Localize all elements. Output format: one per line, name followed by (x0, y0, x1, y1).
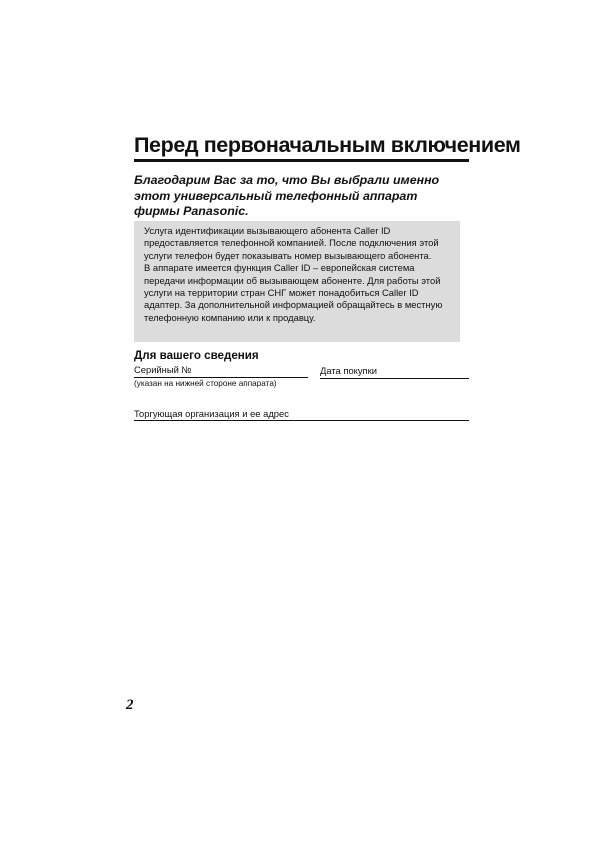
title-underline (134, 159, 469, 162)
serial-number-label: Серийный № (134, 364, 192, 375)
serial-number-line (134, 377, 308, 378)
info-paragraph-adapter: В аппарате имеется функция Caller ID – европейская система передачи информации об вызывающем абоненте. Для работы этой услуги на территории стран СНГ может понадобиться Caller ID адаптер. За дополнительной информацией обращайтесь в местную телефонную компанию или к продавцу. (144, 262, 443, 323)
serial-number-note: (указан на нижней стороне аппарата) (134, 379, 277, 388)
purchase-date-label: Дата покупки (320, 365, 377, 376)
for-your-info-heading: Для вашего сведения (134, 349, 259, 362)
intro-text: Благодарим Вас за то, что Вы выбрали именно этот универсальный телефонный аппарат фирмы Panasonic. (134, 173, 440, 218)
dealer-label: Торгующая организация и ее адрес (134, 408, 289, 419)
page-title: Перед первоначальным включением (134, 133, 521, 157)
purchase-date-line (320, 378, 469, 379)
caller-id-info-box (134, 221, 460, 342)
info-paragraph-service: Услуга идентификации вызывающего абонента Caller ID предоставляется телефонной компанией. После подключения этой услуги телефон будет показывать номер вызывающего абонента. (144, 225, 439, 261)
page-number: 2 (126, 697, 134, 713)
dealer-line (134, 420, 469, 421)
